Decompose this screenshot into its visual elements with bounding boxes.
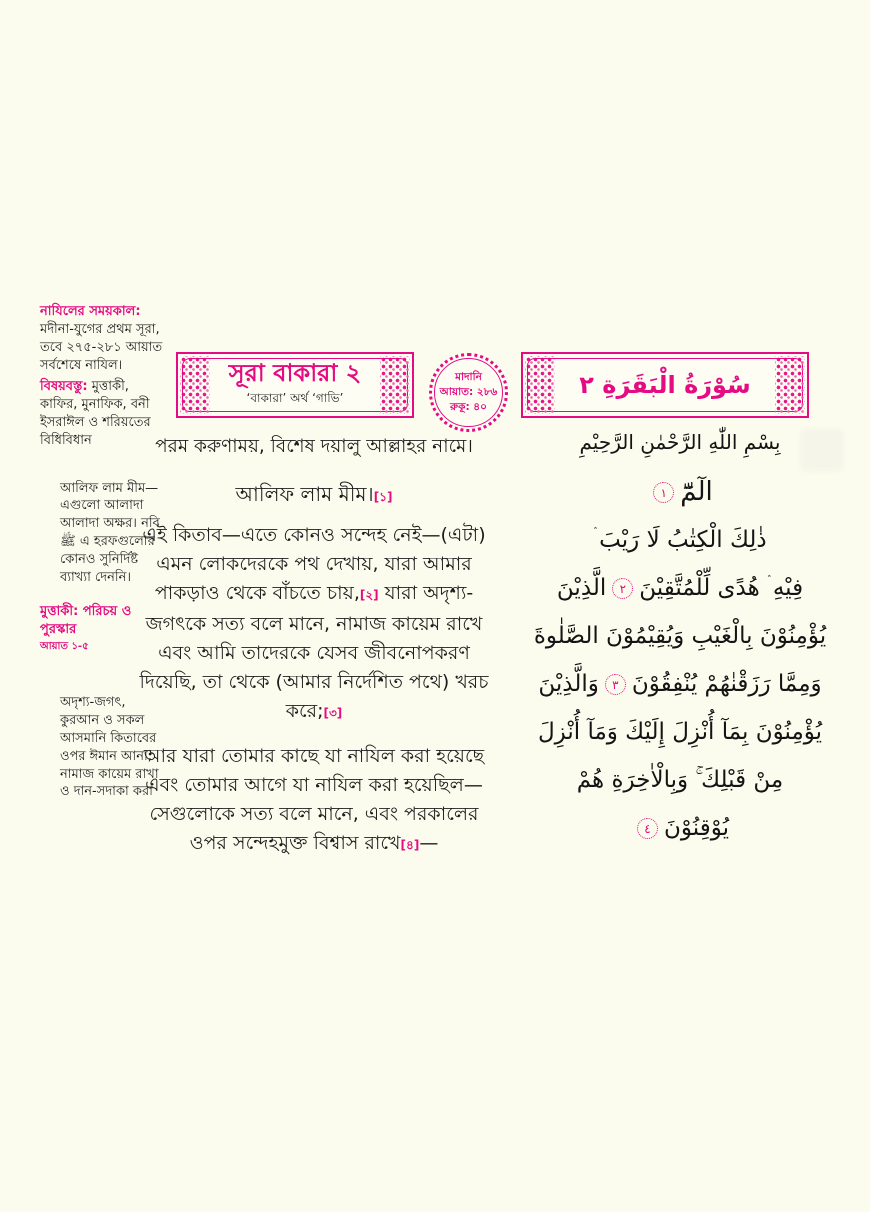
- verse-4-dash: —: [419, 832, 439, 854]
- arabic-line-1: [514, 468, 846, 516]
- filigree-corner-icon: [180, 356, 210, 386]
- revelation-period-body: মদীনা-যুগের প্রথম সূরা, তবে ২৭৫-২৮১ আয়াত সর্বশেষে নাযিল।: [40, 321, 163, 373]
- bismillah-arabic: بِسْمِ اللّٰهِ الرَّحْمٰنِ الرَّحِيْمِ: [579, 430, 781, 454]
- verse-4-text: আর যারা তোমার কাছে যা নাযিল করা হয়েছে এবং তোমার আগে যা নাযিল করা হয়েছিল—সেগুলোকে সত্য বলে মানে, এবং পরকালের ওপর সন্দেহমুক্ত বিশ্বাস রাখে: [143, 745, 485, 854]
- topics-body: মুত্তাকী, কাফির, মুনাফিক, বনী ইসরাঈল ও শরিয়তের বিধিবিধান: [40, 378, 151, 448]
- surah-title-box-bangla: [176, 352, 414, 418]
- filigree-corner-icon: [525, 384, 555, 414]
- verse-1-ref: [১]: [373, 490, 393, 504]
- ayah-2-marker-icon: ٢: [612, 578, 633, 599]
- ayah-2-text: فِيْهِ ۛ هُدًى لِّلْمُتَّقِيْنَ: [639, 575, 804, 601]
- arabic-text-column: [514, 430, 846, 852]
- verse-2-3-translation: [133, 521, 495, 728]
- topics-heading: বিষয়বস্তু:: [40, 378, 88, 394]
- ayah-3-start-text: الَّذِيْنَ: [556, 575, 607, 601]
- arabic-line-7: مِنْ قَبْلِكَ ۚ وَبِالْاٰخِرَةِ هُمْ: [576, 767, 784, 793]
- arabic-line-3: [514, 564, 846, 612]
- surah-subtitle-bangla: ‘বাকারা’ অর্থ ‘গাভি’: [246, 390, 344, 405]
- filigree-corner-icon: [775, 384, 805, 414]
- verse-1-text: আলিফ লাম মীম।: [235, 482, 374, 506]
- verse-2-ref: [২]: [359, 588, 379, 602]
- arabic-line-6: يُؤْمِنُوْنَ بِمَآ أُنْزِلَ إِلَيْكَ وَمَآ أُنْزِلَ: [537, 719, 823, 745]
- verse-4-translation: [133, 742, 495, 860]
- surah-title-box-arabic: [521, 352, 809, 418]
- arabic-line-4: يُؤْمِنُوْنَ بِالْغَيْبِ وَيُقِيْمُوْنَ الصَّلٰوةَ: [533, 623, 827, 649]
- arabic-line-5: [514, 660, 846, 708]
- bismillah-bangla: পরম করুণাময়, বিশেষ দয়ালু আল্লাহর নামে।: [155, 436, 473, 457]
- ayah-4-start-text: وَالَّذِيْنَ: [538, 671, 599, 697]
- ayah-4-text: يُوْقِنُوْنَ: [664, 815, 729, 841]
- bangla-translation-column: [133, 432, 495, 874]
- filigree-corner-icon: [775, 356, 805, 386]
- note-alif-lam-meem: আলিফ লাম মীম—এগুলো আলাদা আলাদা অক্ষর। নবি ﷺ এ হরফগুলোর কোনও সুনির্দিষ্ট ব্যাখ্যা দেননি।: [60, 480, 160, 586]
- surah-title-arabic: سُوْرَةُ الْبَقَرَةِ ٢: [579, 371, 751, 399]
- filigree-corner-icon: [180, 384, 210, 414]
- ayah-3-text: وَمِمَّا رَزَقْنٰهُمْ يُنْفِقُوْنَ: [631, 671, 822, 697]
- verse-4-ref: [৪]: [400, 838, 420, 852]
- filigree-corner-icon: [380, 356, 410, 386]
- arabic-line-8: [514, 804, 846, 852]
- badge-ruku-count: রুকূ: ৪০: [450, 401, 487, 414]
- arabic-line-2: ذٰلِكَ الْكِتٰبُ لَا رَيْبَ ۛ: [593, 527, 767, 553]
- verse-3-ref: [৩]: [323, 706, 343, 720]
- verse-1-translation: [133, 480, 495, 513]
- ayah-1-marker-icon: ١: [653, 482, 674, 503]
- note-belief: অদৃশ্য-জগৎ, কুরআন ও সকল আসমানি কিতাবের ওপর ঈমান আনা, নামাজ কায়েম রাখা ও দান-সদাকা করা: [60, 694, 159, 800]
- badge-ayat-count: আয়াত: ২৮৬: [439, 385, 498, 398]
- muttaqi-verse-range: আয়াত ১-৫: [40, 641, 89, 652]
- ayah-1-text: الٓمّٓ: [680, 477, 713, 507]
- surah-title-bangla: সূরা বাকারা ২: [228, 359, 362, 388]
- ayah-4-marker-icon: ٤: [637, 818, 658, 839]
- muttaqi-heading: মুত্তাকী: পরিচয় ও পুরস্কার: [40, 604, 132, 638]
- revelation-period-note: [40, 303, 166, 375]
- filigree-corner-icon: [380, 384, 410, 414]
- revelation-period-heading: নাযিলের সময়কাল:: [40, 304, 141, 319]
- badge-origin: মাদানি: [455, 370, 482, 383]
- ayah-3-marker-icon: ٣: [605, 674, 626, 695]
- verse-2-text: এই কিতাব—এতে কোনও সন্দেহ নেই—(এটা) এমন লোকদেরকে পথ দেখায়, যারা আমার পাকড়াও থেকে বাঁচতে চায়,: [142, 524, 486, 604]
- surah-info-badge: [429, 353, 508, 432]
- filigree-corner-icon: [525, 356, 555, 386]
- verse-3-text: যারা অদৃশ্য-জগৎকে সত্য বলে মানে, নামাজ কায়েম রাখে এবং আমি তাদেরকে যেসব জীবনোপকরণ দিয়েছি, তা থেকে (আমার নির্দেশিত পথে) খরচ করে;: [139, 582, 489, 722]
